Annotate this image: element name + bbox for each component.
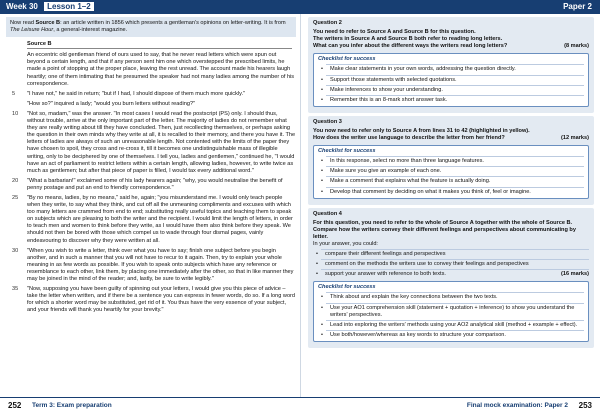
checklist-item: • Use your AO1 comprehension skill (statement + quotation + inference) to show you understand the writers' perspectives. xyxy=(326,303,584,319)
question-heading: Question 3 xyxy=(313,118,342,125)
intro-italic: The Leisure Hour xyxy=(10,27,54,34)
checklist-item: • Make sure you give an example of each one. xyxy=(326,166,584,175)
line-number: 35 xyxy=(12,286,19,293)
checklist-item: • In this response, select no more than three language features. xyxy=(326,156,584,165)
right-footer-text: Final mock examination: Paper 2 xyxy=(466,402,568,409)
question-block xyxy=(308,208,594,348)
question-block xyxy=(308,116,594,205)
checklist-item: • Make clear statements in your own words, addressing the question directly. xyxy=(326,64,584,73)
question-line xyxy=(313,43,589,50)
question-line xyxy=(313,36,589,43)
question-sub: In your answer, you could: xyxy=(313,240,378,247)
paragraph-text: "I have not," he said in return; "but if I had, I should dispose of them much more quickly." xyxy=(27,90,246,97)
source-paragraph xyxy=(6,52,296,87)
bullet-item xyxy=(321,249,589,258)
source-intro xyxy=(6,17,296,37)
intro-text-3: , a general-interest magazine. xyxy=(53,27,128,34)
marks: (8 marks) xyxy=(564,43,589,50)
page-gutter xyxy=(300,14,301,397)
left-page-header xyxy=(0,0,300,14)
left-page-number: 252 xyxy=(8,401,22,410)
right-page xyxy=(308,17,594,351)
question-line xyxy=(313,128,589,135)
checklist-item: • Make a comment that explains what the feature is actually doing. xyxy=(326,176,584,185)
source-paragraph xyxy=(6,111,296,175)
marks: (12 marks) xyxy=(561,135,589,142)
source-paragraph xyxy=(6,91,296,98)
left-page xyxy=(6,17,296,317)
left-footer-text: Term 3: Exam preparation xyxy=(32,402,112,409)
checklist-item: • Lead into exploring the writers' methods using your AO2 analytical skill (method + example + effect). xyxy=(326,320,584,329)
paragraph-text: "Not so, madam," was the answer. "In most cases I would read the postscript (PS) only. I should thus, without trouble, arrive at the only important part of the letter. The majority of ladies do not remember what they are really writing about till they have concluded. Then, just recollecting themselves, or perhaps asking the question in their own minds why they write at all, it is recalled to their memory, and there you have it. The letters of ladies are always of such an unreasonable length. Not contented with the limits of the paper they have chosen to spoil, they cross and re-cross it, till it becomes one undistinguishable mass of illegible writing, only to be deciphered by one of themselves. I tell you, ladies and gentlemen," continued he, "I would have an act of parliament to restrict letters within a certain length, allowing ladies, however, to write twice as much as gentlemen; but after that piece of paper is filled, I would tax every additional word." xyxy=(27,110,296,174)
checklist-title: Checklist for success xyxy=(318,148,376,155)
source-paragraph xyxy=(6,178,296,192)
answer-bullets xyxy=(313,249,589,278)
question-line xyxy=(313,227,589,241)
question-text: For this question, you need to refer to the whole of Source A together with the whole of Source B. xyxy=(313,219,573,226)
checklist-box xyxy=(313,53,589,106)
question-text: How does the writer use language to describe the letter from her friend? xyxy=(313,135,505,142)
paragraph-text: "When you wish to write a letter, think over what you have to say; finish one subject before you begin another, and in such a manner that you will not have to recur to it again. Then, try to explain your whole meaning in as few words as possible. If you wish to speak onto subjects which have any reference or resemblance to each other, link them, by placing one immediately after the other, so that in like manner they may be joined in the mind of the reader; and, lastly, be sure to write legibly." xyxy=(27,247,294,282)
checklist-title: Checklist for success xyxy=(318,56,376,63)
checklist-item: • Develop that comment by deciding on what it makes you think of, feel or imagine. xyxy=(326,187,584,196)
checklist-item: • Support those statements with selected quotations. xyxy=(326,75,584,84)
checklist-item: • Think about and explain the key connections between the two texts. xyxy=(326,292,584,301)
source-paragraph xyxy=(6,248,296,283)
line-number: 20 xyxy=(12,177,19,184)
paragraph-text: "What a barbarian!" exclaimed some of his lady hearers again; "why, you would neutralise the benefit of penny postage and put an end to friendly correspondence." xyxy=(27,177,283,191)
right-page-number: 253 xyxy=(578,401,592,410)
checklist-item: • Use both/however/whereas as key words to structure your comparison. xyxy=(326,330,584,339)
week-label: Week 30 xyxy=(6,2,38,11)
question-text: Compare how the writers convey their different feelings and perspectives about communicating by letter. xyxy=(313,226,576,240)
question-line xyxy=(313,29,589,36)
bullet-item xyxy=(321,269,589,278)
checklist-box xyxy=(313,145,589,198)
paragraph-text: "By no means, ladies, by no means," said he, again; "you misunderstand me. I would only teach people when they write, to say what they think, and cut off all the unmeaning compliments and excuses with which too many letters are crammed from end to end; substituting really useful topics and teaching them to speak on subjects which are pleasing to both the writer and the recipient. I would limit the length of letters, in order to teach men and women to think before they write, as I would have them also think before they speak. We should not then be bored with those which compel us to wade through four dismal pages, vainly endeavouring to discover why they were written at all. xyxy=(27,194,293,244)
paper-label: Paper 2 xyxy=(563,2,592,11)
right-page-header xyxy=(300,0,600,14)
lesson-label: Lesson 1–2 xyxy=(44,2,94,11)
source-paragraph xyxy=(6,195,296,245)
marks: (16 marks) xyxy=(561,271,589,278)
intro-text-2: : an article written in 1856 which presents a gentleman's opinions on letter-writing. It is from xyxy=(60,20,286,26)
question-line xyxy=(313,220,589,227)
bullet-text: • support your answer with reference to both texts. xyxy=(325,271,446,278)
paragraph-text: "How so?" inquired a lady; "would you burn letters without reading?" xyxy=(27,100,196,107)
bullet-text: • comment on the methods the writers use to convey their feelings and perspectives xyxy=(325,261,529,268)
checklist-box xyxy=(313,281,589,342)
intro-text-1: Now read xyxy=(10,20,36,26)
checklist-title: Checklist for success xyxy=(318,284,376,291)
bullet-text: • compare their different feelings and perspectives xyxy=(325,251,446,258)
line-number: 25 xyxy=(12,194,19,201)
intro-bold: Source B xyxy=(35,20,61,26)
question-block xyxy=(308,17,594,113)
checklist-item: • Make inferences to show your understanding. xyxy=(326,85,584,94)
line-number: 30 xyxy=(12,247,19,254)
question-line xyxy=(313,135,589,142)
question-text: The writers in Source A and Source B both refer to reading long letters. xyxy=(313,36,503,43)
source-text xyxy=(6,52,296,314)
question-text: What can you infer about the different ways the writers read long letters? xyxy=(313,43,508,50)
page-footer xyxy=(0,397,600,415)
question-text: You now need to refer only to Source A from lines 31 to 42 (highlighted in yellow). xyxy=(313,127,530,134)
question-heading: Question 4 xyxy=(313,210,342,217)
bullet-item xyxy=(321,259,589,268)
source-paragraph xyxy=(6,101,296,108)
questions-list xyxy=(308,17,594,348)
checklist-item: • Remember this is an 8-mark short answer task. xyxy=(326,95,584,104)
line-number: 10 xyxy=(12,110,19,117)
question-heading: Question 2 xyxy=(313,20,342,26)
source-paragraph xyxy=(6,286,296,314)
line-number: 5 xyxy=(12,90,16,97)
source-title: Source B xyxy=(27,41,292,49)
paragraph-text: An eccentric old gentleman friend of ours used to say, that he never read letters which were spun out beyond a certain length, and that if any person sent him one which overstepped the prescribed limits, he made a point of stopping at the proper place, leaving the rest unread. The account made his hearers laugh heartily; one of them intimating that he presumed the speaker had not many ladies among the number of his correspondence. xyxy=(27,52,295,87)
question-text: You need to refer to Source A and Source B for this question. xyxy=(313,29,476,36)
paragraph-text: "Now, supposing you have been guilty of spinning out your letters, I would give you this piece of advice – take the letter when written, and if there be a sentence you can express in fewer words, do so. If a long word for which a shorter word may be substituted, get rid of it. You thus have the very essence of your subject, and your friends will thank you heartily for your brevity." xyxy=(27,286,296,314)
